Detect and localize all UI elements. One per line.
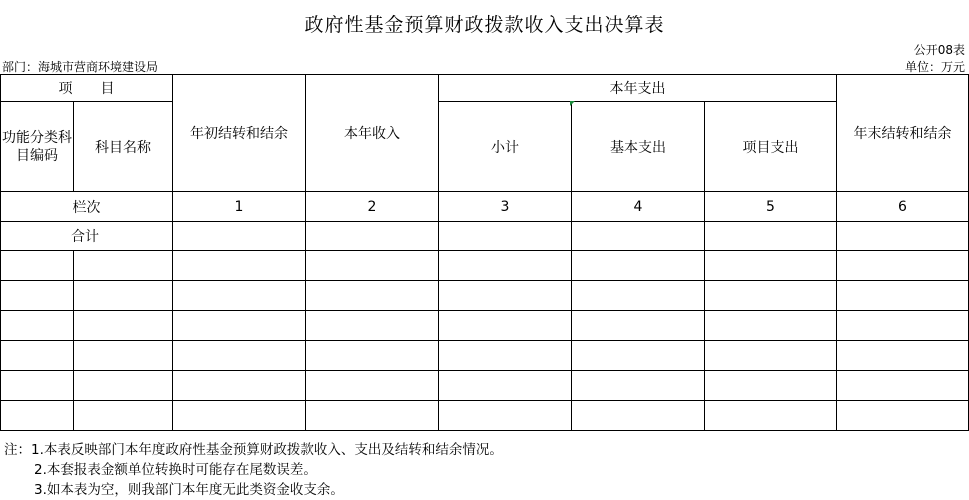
column-number: 5 (705, 192, 837, 222)
table-cell (306, 281, 439, 311)
table-cell (306, 341, 439, 371)
table-cell (705, 281, 837, 311)
budget-table (0, 74, 969, 431)
table-row (1, 371, 969, 401)
table-cell (837, 371, 969, 401)
table-cell (74, 371, 173, 401)
unit-label: 单位：万元 (904, 60, 965, 74)
table-cell (572, 281, 705, 311)
note-line: 注：1.本表反映部门本年度政府性基金预算财政拨款收入、支出及结转和结余情况。 (4, 442, 503, 458)
table-row (1, 341, 969, 371)
table-cell (837, 311, 969, 341)
table-cell (173, 222, 306, 251)
table-cell (837, 281, 969, 311)
table-cell (439, 281, 572, 311)
header-subject-name: 科目名称 (74, 102, 173, 192)
report-title: 政府性基金预算财政拨款收入支出决算表 (304, 14, 665, 36)
header-ending-balance: 年末结转和结余 (837, 75, 969, 192)
table-cell (705, 341, 837, 371)
header-subtotal: 小计 (439, 102, 572, 192)
header-beginning-balance: 年初结转和结余 (173, 75, 306, 192)
table-cell (705, 311, 837, 341)
table-cell (74, 311, 173, 341)
table-cell (572, 222, 705, 251)
table-row (1, 251, 969, 281)
table-cell (173, 311, 306, 341)
table-cell (572, 371, 705, 401)
table-cell (173, 281, 306, 311)
note-line: 2.本套报表金额单位转换时可能存在尾数误差。 (34, 462, 317, 478)
column-number-label: 栏次 (1, 192, 173, 222)
table-cell (1, 371, 74, 401)
table-cell (572, 311, 705, 341)
table-cell (173, 251, 306, 281)
department-label: 部门：海城市营商环境建设局 (2, 60, 159, 74)
table-cell (306, 222, 439, 251)
table-cell (74, 281, 173, 311)
table-row (1, 281, 969, 311)
table-cell (1, 401, 74, 431)
table-cell (173, 341, 306, 371)
table-cell (837, 222, 969, 251)
table-cell (837, 401, 969, 431)
header-basic-expense: 基本支出 (572, 102, 705, 192)
table-cell (837, 341, 969, 371)
header-current-expense: 本年支出 (439, 75, 837, 102)
column-number: 4 (572, 192, 705, 222)
column-number: 1 (173, 192, 306, 222)
header-func-code: 功能分类科目编码 (1, 102, 74, 192)
table-cell (705, 401, 837, 431)
table-cell (74, 341, 173, 371)
table-row (1, 401, 969, 431)
table-cell (1, 251, 74, 281)
table-cell (306, 371, 439, 401)
table-row (1, 311, 969, 341)
header-project-expense: 项目支出 (705, 102, 837, 192)
table-cell (439, 251, 572, 281)
table-cell (173, 371, 306, 401)
table-cell (74, 251, 173, 281)
column-number: 6 (837, 192, 969, 222)
table-cell (439, 311, 572, 341)
table-cell (837, 251, 969, 281)
table-cell (572, 341, 705, 371)
header-item: 项 目 (1, 75, 173, 102)
header-current-income: 本年收入 (306, 75, 439, 192)
table-cell (1, 281, 74, 311)
table-cell (705, 222, 837, 251)
note-line: 3.如本表为空，则我部门本年度无此类资金收支余。 (34, 482, 344, 498)
table-cell (1, 311, 74, 341)
table-cell (74, 401, 173, 431)
table-cell (705, 371, 837, 401)
form-code: 公开08表 (913, 43, 965, 57)
table-cell (306, 251, 439, 281)
total-label: 合计 (1, 222, 173, 251)
table-cell (439, 222, 572, 251)
table-cell (439, 401, 572, 431)
table-cell (306, 311, 439, 341)
notes (4, 440, 503, 500)
table-cell (572, 251, 705, 281)
table-cell (173, 401, 306, 431)
table-cell (439, 371, 572, 401)
column-number: 2 (306, 192, 439, 222)
table-cell (572, 401, 705, 431)
table-cell (439, 341, 572, 371)
total-row (1, 222, 969, 251)
table-cell (306, 401, 439, 431)
column-number: 3 (439, 192, 572, 222)
cell-comment-marker (570, 101, 575, 106)
table-cell (705, 251, 837, 281)
table-cell (1, 341, 74, 371)
